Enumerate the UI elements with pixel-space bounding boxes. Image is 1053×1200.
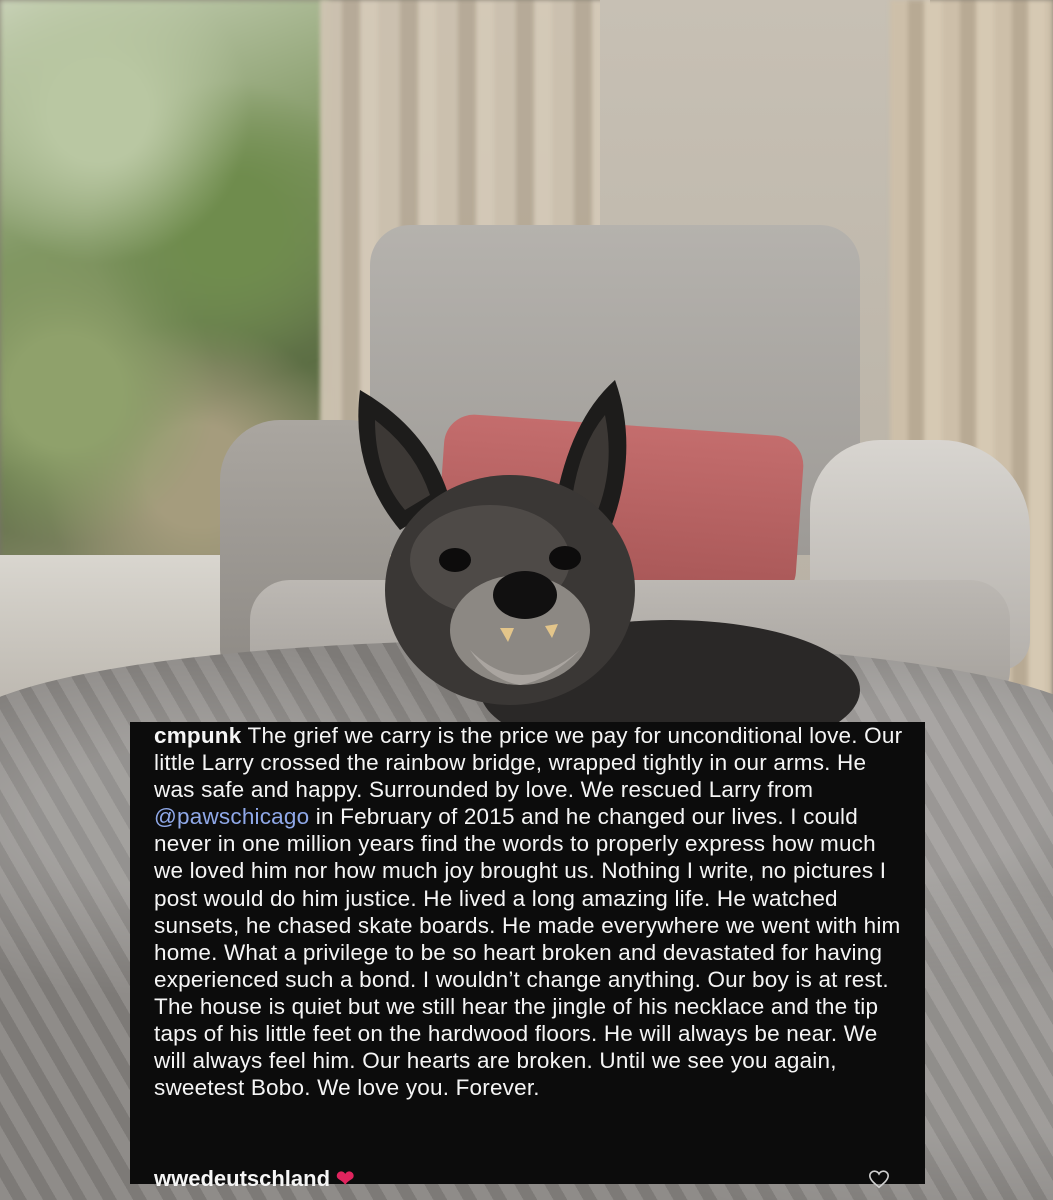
like-heart-icon[interactable]	[868, 1168, 890, 1190]
dog-eye-left	[439, 548, 471, 572]
caption-text-part-2: in February of 2015 and he changed our lives. I could never in one million years find the words to properly express how much we loved him nor how much joy brought us. Nothing I write, no pictures I post would do him justice. He lived a long amazing life. He watched sunsets, he chased skate boards. He made everywhere we went with him home. What a privilege to be so heart broken and devastated for having experienced such a bond. I wouldn’t change anything. Our boy is at rest. The house is quiet but we still hear the jingle of his necklace and the tip taps of his little feet on the hardwood floors. He will always be near. We will always feel him. Our hearts are broken. Until we see you again, sweetest Bobo. We love you. Forever.	[154, 804, 901, 1101]
comment-row	[154, 1166, 914, 1196]
heart-emoji-icon: ❤	[336, 1166, 355, 1191]
mention-link[interactable]: @pawschicago	[154, 804, 310, 830]
caption-panel	[130, 722, 925, 1191]
dog-photo-icon	[340, 380, 860, 740]
dog-eye-right	[549, 546, 581, 570]
caption-text-part-1: The grief we carry is the price we pay for unconditional love. Our little Larry crossed the rainbow bridge, wrapped tightly in our arms. He was safe and happy. Surrounded by love. We rescued Larry from	[154, 723, 903, 803]
post-caption	[154, 722, 906, 1101]
dog-nose	[493, 571, 557, 619]
comment-username-link[interactable]: wwedeutschland	[154, 1166, 331, 1191]
caption-username-link[interactable]: cmpunk	[154, 723, 242, 748]
